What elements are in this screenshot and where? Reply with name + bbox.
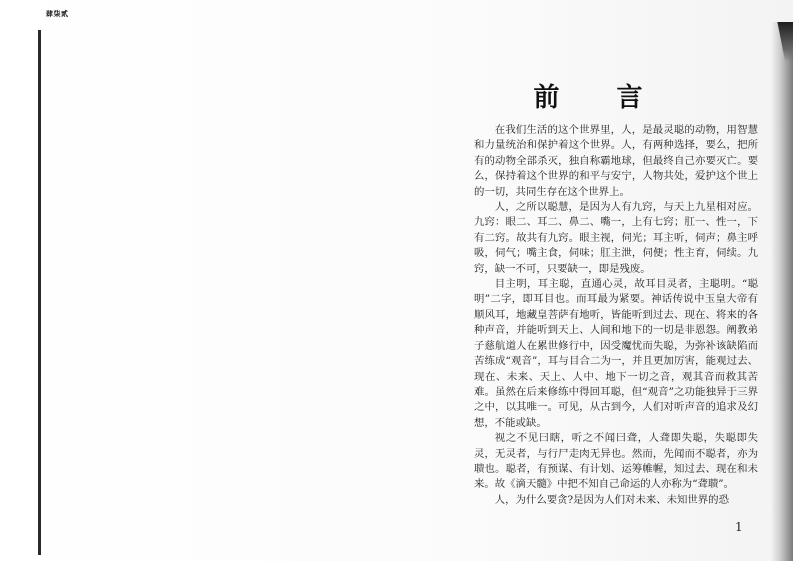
paragraph: 在我们生活的这个世界里，人，是最灵聪的动物，用智慧和力量统治和保护着这个世界。人，有两种选择，要么，把所有的动物全部杀灭，独自称霸地球，但最终自己亦要灭亡。要么，保持着这个世界的和平与安宁，人物共处，爱护这个世上的一切，共同生存在这个世界上。 <box>474 124 758 198</box>
corner-mark: 肆柒贰 <box>46 10 69 18</box>
paragraph: 目主明，耳主聪，直通心灵，故耳目灵者，主聪明。“聪明”二字，即耳目也。而耳最为紧要。神话传说中玉皇大帝有顺风耳，地藏皇菩萨有地听，皆能听到过去、现在、将来的各种声音，并能听到天上、人间和地下的一切是非恩怨。阐教弟子慈航道人在累世修行中，因受魔忧而失聪，为弥补该缺陷而苦练成“观音”，耳与目合二为一，并且更加厉害，能观过去、现在、未来、天上、人中、地下一切之音，观其音而救其苦难。虽然在后来修练中得回耳聪，但“观音”之功能独异于三界之中，以其唯一。可见，从古到今，人们对听声音的追求及幻想，不能或缺。 <box>474 278 758 429</box>
paragraph: 人，之所以聪慧，是因为人有九窍，与天上九星相对应。九窍：眼二、耳二、鼻二、嘴一，上有七窍；肛一、性一，下有二窍。故共有九窍。眼主视，伺光；耳主听，伺声；鼻主呼吸，伺气；嘴主食，伺味；肛主泄，伺便；性主育，伺续。九窍，缺一不可，只要缺一，即是残废。 <box>474 201 758 275</box>
paragraph: 人，为什么要贪?是因为人们对未来、未知世界的恐 <box>494 493 729 506</box>
page-number: 1 <box>735 520 743 534</box>
preface-body <box>474 123 758 508</box>
page-edge-shadow <box>771 22 793 561</box>
page-title: 前 言 <box>533 83 667 113</box>
paragraph: 视之不见曰瞎，听之不闻曰聋，人聋即失聪，失聪即失灵，无灵者，与行尸走肉无异也。然而，先闻而不聪者，亦为聩也。聪者，有预谋、有计划、运筹帷幄，知过去、现在和未来。故《滴天髓》中把不知自己命运的人亦称为“聋聩”。 <box>474 432 758 491</box>
book-spine-edge <box>38 30 41 555</box>
